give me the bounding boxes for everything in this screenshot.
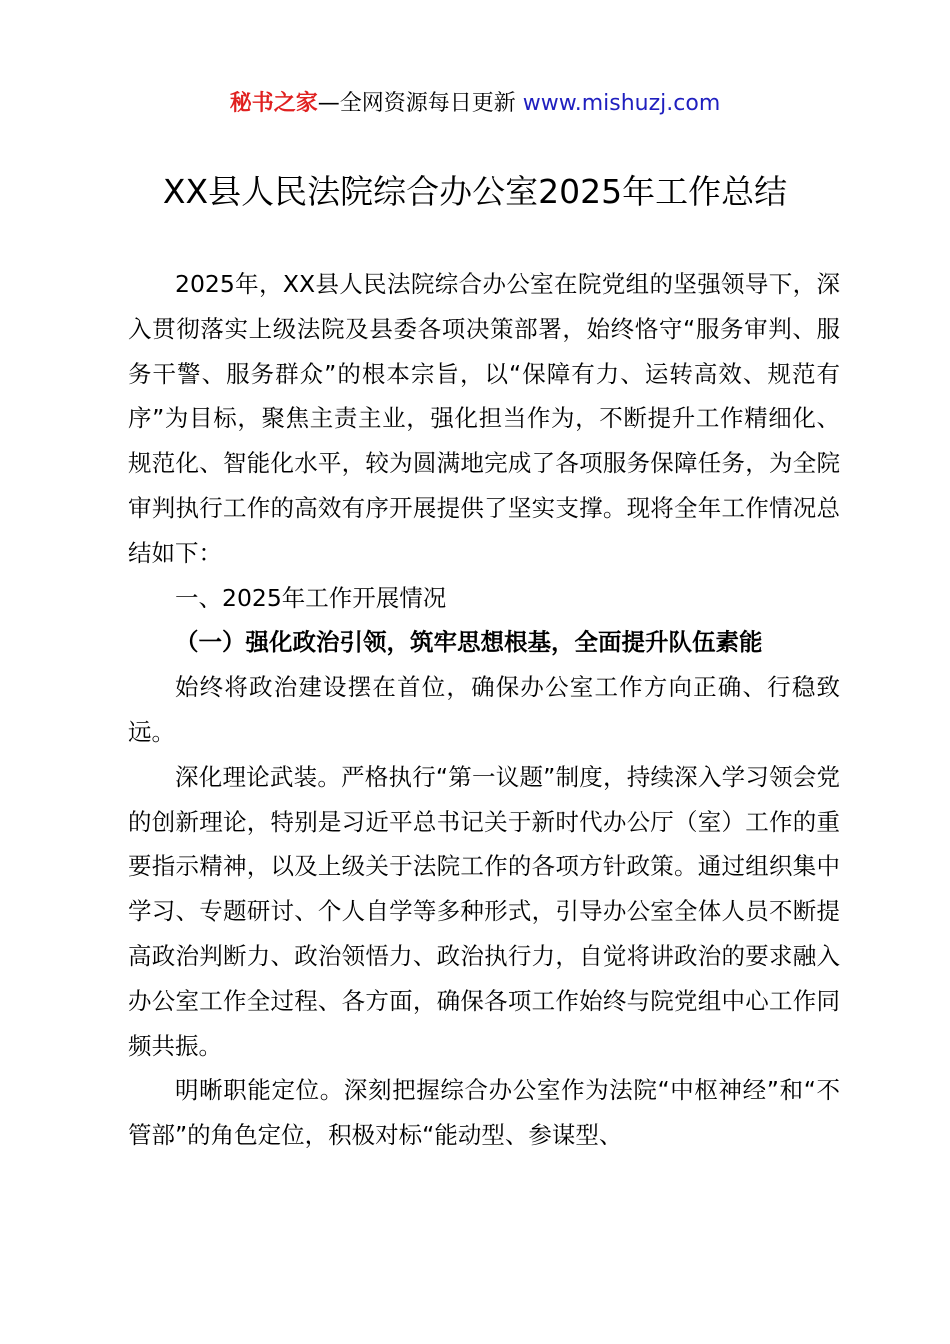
document-title: XX县人民法院综合办公室2025年工作总结 [162, 172, 788, 211]
body-paragraph: 明晰职能定位。深刻把握综合办公室作为法院“中枢神经”和“不管部”的角色定位，积极对标“能动型、参谋型、 [128, 1076, 840, 1150]
subsection-heading: （一）强化政治引领，筑牢思想根基，全面提升队伍素能 [175, 628, 763, 657]
section-heading: 一、2025年工作开展情况 [175, 583, 447, 612]
document-body [128, 262, 840, 1158]
site-header [0, 88, 950, 120]
body-paragraph: 深化理论武装。严格执行“第一议题”制度，持续深入学习领会党的创新理论，特别是习近平总书记关于新时代办公厅（室）工作的重要指示精神，以及上级关于法院工作的各项方针政策。通过组织集中学习、专题研讨、个人自学等多种形式，引导办公室全体人员不断提高政治判断力、政治领悟力、政治执行力，自觉将讲政治的要求融入办公室工作全过程、各方面，确保各项工作始终与院党组中心工作同频共振。 [128, 762, 840, 1060]
intro-paragraph: 2025年，XX县人民法院综合办公室在院党组的坚强领导下，深入贯彻落实上级法院及县委各项决策部署，始终恪守“服务审判、服务干警、服务群众”的根本宗旨，以“保障有力、运转高效、规范有序”为目标，聚焦主责主业，强化担当作为，不断提升工作精细化、规范化、智能化水平，较为圆满地完成了各项服务保障任务，为全院审判执行工作的高效有序开展提供了坚实支撑。现将全年工作情况总结如下： [128, 270, 840, 567]
site-url-link[interactable]: www.mishuzj.com [522, 91, 721, 116]
site-tagline: —全网资源每日更新 [317, 91, 523, 116]
brand-name: 秘书之家 [229, 91, 318, 116]
body-paragraph: 始终将政治建设摆在首位，确保办公室工作方向正确、行稳致远。 [128, 673, 840, 746]
